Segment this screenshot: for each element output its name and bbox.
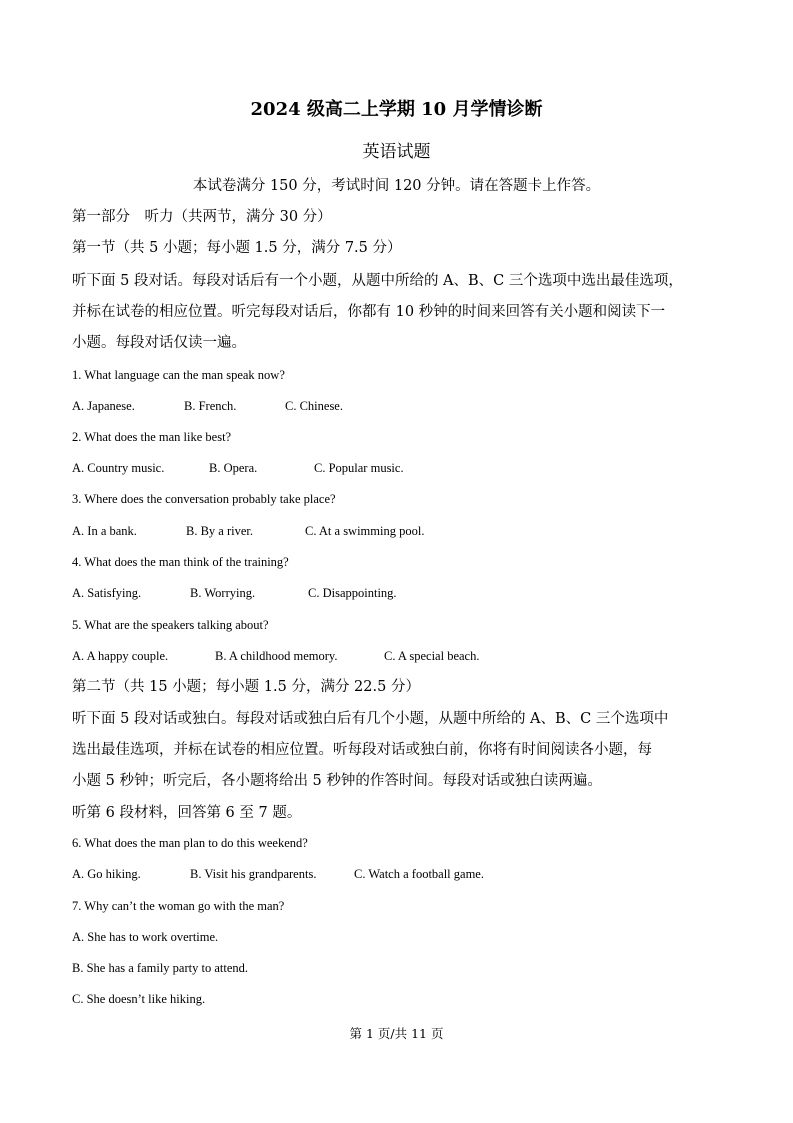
option-c: C. A special beach.: [384, 649, 480, 663]
material-note: 听第 6 段材料，回答第 6 至 7 题。: [72, 805, 302, 821]
option-a: A. Go hiking.: [72, 867, 141, 881]
section1-heading: 第一节（共 5 小题；每小题 1.5 分，满分 7.5 分）: [72, 240, 402, 256]
question-7: 7. Why can’t the woman go with the man?: [72, 899, 285, 913]
option-c: C. Chinese.: [285, 399, 343, 413]
option-a: A. A happy couple.: [72, 649, 169, 663]
option-b: B. A childhood memory.: [215, 649, 338, 663]
question-5: 5. What are the speakers talking about?: [72, 618, 269, 632]
exam-subtitle: 英语试题: [362, 142, 431, 162]
option-a: A. Country music.: [72, 461, 165, 475]
option-c: C. Disappointing.: [308, 586, 397, 600]
exam-title: 2024 级高二上学期 10 月学情诊断: [250, 99, 543, 120]
option-b: B. She has a family party to attend.: [72, 961, 249, 975]
question-6-options: [72, 865, 484, 883]
section1-instruction-line: 听下面 5 段对话。每段对话后有一个小题，从题中所给的 A、B、C 三个选项中选出最佳选项，: [72, 273, 683, 289]
option-c: C. At a swimming pool.: [305, 524, 425, 538]
option-a: A. Japanese.: [72, 399, 135, 413]
option-c: C. Watch a football game.: [354, 867, 484, 881]
question-5-options: [72, 647, 479, 665]
option-a: A. She has to work overtime.: [72, 930, 219, 944]
section2-heading: 第二节（共 15 小题；每小题 1.5 分，满分 22.5 分）: [72, 679, 420, 695]
option-b: B. Visit his grandparents.: [190, 867, 317, 881]
part1-heading: 第一部分 听力（共两节，满分 30 分）: [72, 209, 332, 225]
question-3: 3. Where does the conversation probably take place?: [72, 492, 336, 506]
question-1: 1. What language can the man speak now?: [72, 368, 285, 382]
question-2-options: [72, 459, 404, 477]
option-a: A. Satisfying.: [72, 586, 142, 600]
section1-instruction-line: 小题。每段对话仅读一遍。: [72, 335, 246, 351]
option-c: C. She doesn’t like hiking.: [72, 992, 206, 1006]
option-b: B. Opera.: [209, 461, 258, 475]
question-4-options: [72, 584, 397, 602]
option-a: A. In a bank.: [72, 524, 137, 538]
option-b: B. By a river.: [186, 524, 254, 538]
section2-instruction-line: 选出最佳选项，并标在试卷的相应位置。听每段对话或独白前，你将有时间阅读各小题，每: [72, 742, 652, 758]
question-2: 2. What does the man like best?: [72, 430, 232, 444]
section2-instruction-line: 听下面 5 段对话或独白。每段对话或独白后有几个小题，从题中所给的 A、B、C 三个选项中: [72, 711, 669, 727]
option-b: B. French.: [184, 399, 237, 413]
question-4: 4. What does the man think of the training?: [72, 555, 289, 569]
question-6: 6. What does the man plan to do this weekend?: [72, 836, 308, 850]
exam-intro: 本试卷满分 150 分，考试时间 120 分钟。请在答题卡上作答。: [192, 178, 601, 194]
option-b: B. Worrying.: [190, 586, 256, 600]
question-1-options: [72, 397, 343, 415]
question-3-options: [72, 522, 424, 540]
option-c: C. Popular music.: [314, 461, 404, 475]
section2-instruction-line: 小题 5 秒钟；听完后，各小题将给出 5 秒钟的作答时间。每段对话或独白读两遍。: [72, 773, 602, 789]
page-number: 第 1 页/共 11 页: [349, 1026, 444, 1041]
section1-instruction-line: 并标在试卷的相应位置。听完每段对话后，你都有 10 秒钟的时间来回答有关小题和阅读下一: [72, 304, 666, 320]
